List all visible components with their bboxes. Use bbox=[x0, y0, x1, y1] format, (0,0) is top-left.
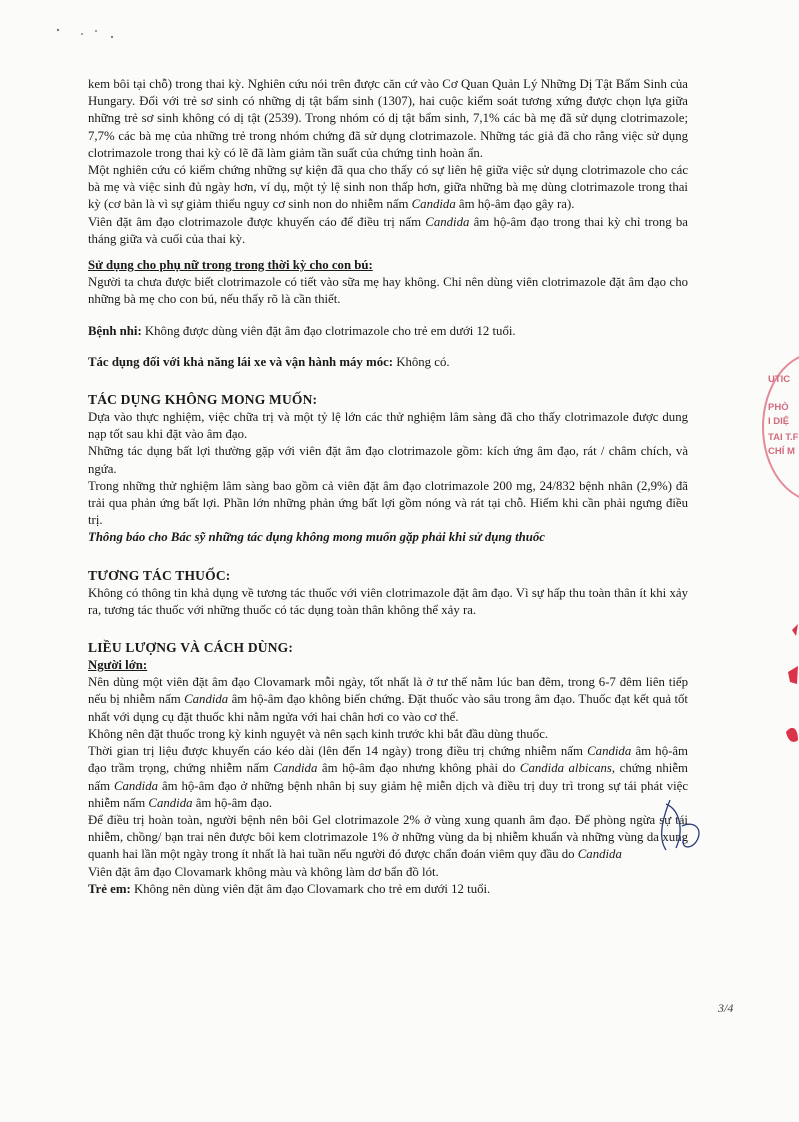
dosage-paragraph-5: Viên đặt âm đạo Clovamark không màu và không làm dơ bẩn đồ lót. bbox=[88, 864, 439, 879]
stamp-line-1: UTIC bbox=[768, 374, 791, 385]
adverse-notice: Thông báo cho Bác sỹ những tác dụng không mong muốn gặp phải khi sử dụng thuốc bbox=[88, 530, 545, 545]
adverse-effects-heading: TÁC DỤNG KHÔNG MONG MUỐN: bbox=[88, 392, 318, 408]
driving-note: Tác dụng đối với khả năng lái xe và vận hành máy móc: Không có. bbox=[88, 354, 450, 369]
page-number: 3/4 bbox=[718, 1001, 734, 1015]
dosage-heading: LIỀU LƯỢNG VÀ CÁCH DÙNG: bbox=[88, 640, 294, 656]
dosage-paragraph-4: Để điều trị hoàn toàn, người bệnh nên bôi Gel clotrimazole 2% ở vùng xung quanh âm đạo. Để phòng ngừa sự tái nhiễm, chồng/ bạn trai nên được bôi kem clotrimazole 1% ở những vùng da bị nhiễm khuẩn và những vùng da xung quanh hai lần một ngày trong ít nhất là hai tuần nếu người đó được chẩn đoán viêm quy đầu do Candida bbox=[88, 812, 688, 862]
scan-specks bbox=[0, 0, 140, 60]
handwritten-signature bbox=[600, 790, 730, 860]
adults-label: Người lớn: bbox=[88, 658, 148, 673]
adverse-paragraph-1: Dựa vào thực nghiệm, việc chữa trị và một tỷ lệ lớn các thử nghiệm lâm sàng đã cho thấy clotrimazole được dung nạp tốt sau khi đặt vào âm đạo. bbox=[88, 410, 688, 442]
stamp-line-4: TAI T.F bbox=[768, 432, 799, 443]
lactation-text: Người ta chưa được biết clotrimazole có tiết vào sữa mẹ hay không. Chỉ nên dùng viên clotrimazole đặt âm đạo cho những bà mẹ cho con bú, nếu thấy rõ là cần thiết. bbox=[88, 275, 688, 307]
adverse-paragraph-3: Trong những thử nghiệm lâm sàng bao gồm cả viên đặt âm đạo clotrimazole 200 mg, 24/832 bệnh nhân (2,9%) đã trải qua phản ứng bất lợi. Phần lớn những phản ứng bất lợi gồm nóng và rát tại chỗ. Hiếm khi cần phải ngưng điều trị. bbox=[88, 478, 688, 528]
dosage-paragraph-1: Nên dùng một viên đặt âm đạo Clovamark mỗi ngày, tốt nhất là ở tư thế nằm lúc ban đêm, trong 6-7 đêm liên tiếp nếu bị nhiễm nấm Candida âm hộ-âm đạo không biến chứng. Đặt thuốc vào sâu trong âm đạo. Thuốc đạt kết quả tốt nhất với dụng cụ đặt thuốc khi nằm ngửa với hai chân hơi co vào cơ thể. bbox=[88, 675, 688, 724]
paragraph-hungary-study: kem bôi tại chỗ) trong thai kỳ. Nghiên cứu nói trên được căn cứ vào Cơ Quan Quản Lý Những Dị Tật Bẩm Sinh của Hungary. Đối với trẻ sơ sinh có những dị tật bẩm sinh (1307), hai cuộc kiểm soát tương xứng được chọn lựa giữa những trẻ sơ sinh không có dị tật (2539). Trong nhóm có dị tật bẩm sinh, 7,1% các bà mẹ đã sử dụng clotrimazole; 7,7% các bà mẹ của những trẻ trong nhóm chứng đã sử dụng clotrimazole. Những tác giả đã cho rằng việc sử dụng clotrimazole trong thai kỳ có lẽ đã làm giảm tần suất của chứng tinh hoàn ẩn. bbox=[88, 77, 688, 160]
dosage-paragraph-3: Thời gian trị liệu được khuyến cáo kéo dài (lên đến 14 ngày) trong điều trị chứng nhiễm nấm Candida âm hộ-âm đạo trầm trọng, chứng nhiễm nấm Candida âm hộ-âm đạo nhưng không phải do Candida albicans, chứng nhiễm nấm Candida âm hộ-âm đạo ở những bệnh nhân bị suy giảm hệ miễn dịch và điều trị duy trì trong sự tái phát việc nhiễm nấm Candida âm hộ-âm đạo. bbox=[88, 744, 689, 810]
document-body bbox=[88, 76, 688, 898]
paragraph-pregnancy-recommendation: Viên đặt âm đạo clotrimazole được khuyến cáo để điều trị nấm Candida âm hộ-âm đạo trong thai kỳ chỉ trong ba tháng giữa và cuối của thai kỳ. bbox=[88, 214, 688, 246]
children-dosage-note: Trẻ em: Không nên dùng viên đặt âm đạo Clovamark cho trẻ em dưới 12 tuổi. bbox=[88, 881, 491, 896]
interactions-heading: TƯƠNG TÁC THUỐC: bbox=[88, 567, 231, 583]
stamp-line-5: CHÍ M bbox=[768, 446, 795, 457]
stamp-edge-marks bbox=[778, 620, 799, 780]
adverse-paragraph-2: Những tác dụng bất lợi thường gặp với viên đặt âm đạo clotrimazole gồm: kích ứng âm đạo, rát / châm chích, và ngứa. bbox=[88, 444, 688, 476]
paragraph-preterm-study: Một nghiên cứu có kiểm chứng những sự kiện đã qua cho thấy có sự liên hệ giữa việc sử dụng clotrimazole cho các bà mẹ và việc sinh đủ ngày hơn, ví dụ, một tỷ lệ sinh non thấp hơn, giữa những bà mẹ dùng clotrimazole trong thai kỳ (cơ bản là vì sự giảm thiểu nguy cơ sinh non do nhiễm nấm Candida âm hộ-âm đạo gây ra). bbox=[88, 163, 688, 212]
red-stamp bbox=[762, 352, 799, 502]
lactation-heading: Sử dụng cho phụ nữ trong trong thời kỳ cho con bú: bbox=[88, 258, 373, 273]
pediatric-note: Bệnh nhi: Không được dùng viên đặt âm đạo clotrimazole cho trẻ em dưới 12 tuổi. bbox=[88, 323, 516, 338]
stamp-line-2: PHÒ bbox=[768, 402, 789, 413]
interactions-text: Không có thông tin khả dụng về tương tác thuốc với viên clotrimazole đặt âm đạo. Vì sự hấp thu toàn thân ít khi xảy ra, tương tác thuốc với những thuốc có tác dụng toàn thân không thể xảy ra. bbox=[88, 585, 688, 617]
stamp-line-3: I DIỆ bbox=[768, 416, 790, 427]
dosage-paragraph-2: Không nên đặt thuốc trong kỳ kinh nguyệt và nên sạch kinh trước khi bắt đầu dùng thuốc. bbox=[88, 726, 549, 741]
